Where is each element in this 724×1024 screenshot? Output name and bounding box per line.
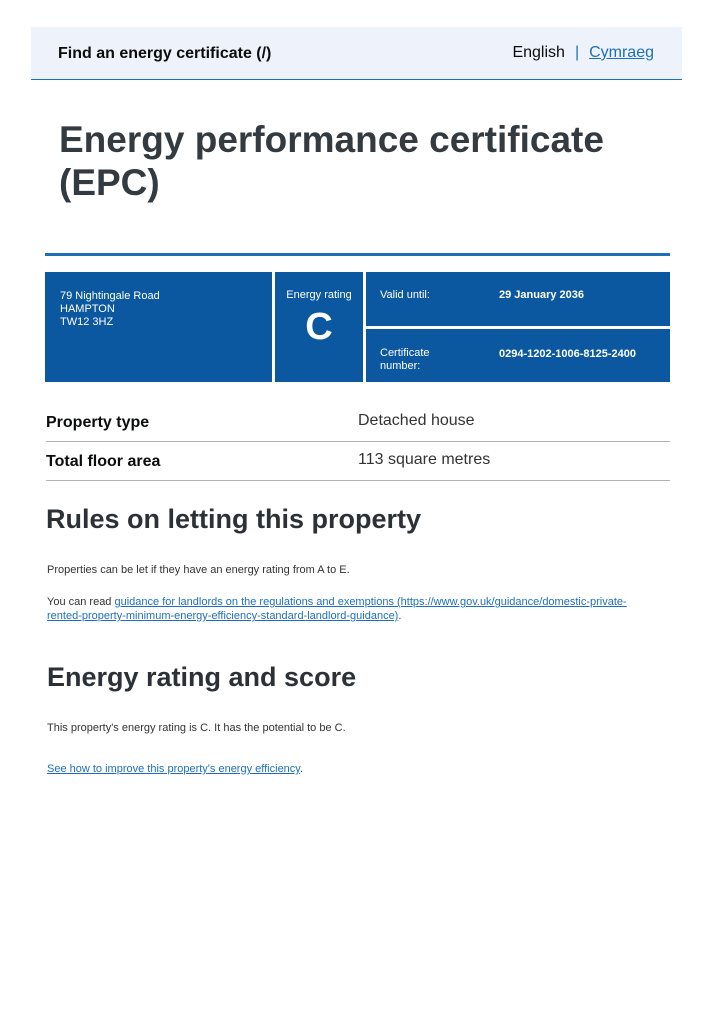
certificate-number-value: 0294-1202-1006-8125-2400	[499, 347, 637, 360]
floor-area-value: 113 square metres	[358, 451, 491, 468]
improve-suffix: .	[299, 763, 304, 775]
energy-rating-band: C	[305, 306, 333, 348]
language-english: English	[512, 44, 565, 61]
service-name-link[interactable]: Find an energy certificate (/)	[58, 45, 272, 62]
valid-until-row	[366, 272, 670, 326]
improve-paragraph	[47, 762, 303, 776]
valid-until-value: 29 January 2036	[499, 289, 585, 301]
title-divider	[45, 253, 670, 256]
energy-rating-box	[275, 272, 363, 382]
valid-until-label: Valid until:	[380, 289, 430, 301]
property-address	[45, 272, 272, 382]
certificate-number-label: Certificate number:	[380, 346, 430, 372]
epc-summary-panel	[45, 272, 670, 382]
rules-paragraph: Properties can be let if they have an energy rating from A to E.	[47, 564, 350, 576]
address-line-2: HAMPTON	[60, 303, 115, 315]
address-line-1: 79 Nightingale Road	[60, 290, 160, 302]
page-title: Energy performance certificate (EPC)	[59, 119, 604, 203]
guidance-suffix: .	[398, 610, 402, 622]
energy-rating-label: Energy rating	[286, 289, 352, 301]
property-type-value: Detached house	[358, 412, 475, 429]
language-separator: |	[574, 44, 580, 61]
certificate-number-row	[366, 329, 670, 383]
language-welsh-link[interactable]: Cymraeg	[589, 44, 654, 61]
rating-paragraph: This property's energy rating is C. It has the potential to be C.	[47, 722, 346, 734]
guidance-prefix: You can read	[47, 596, 115, 608]
table-row	[46, 442, 670, 481]
floor-area-label: Total floor area	[46, 453, 161, 470]
address-line-3: TW12 3HZ	[60, 316, 114, 328]
certificate-details	[366, 272, 670, 382]
rules-heading: Rules on letting this property	[46, 504, 422, 534]
property-type-label: Property type	[46, 414, 150, 431]
language-switcher	[512, 44, 654, 62]
property-details-table	[46, 403, 670, 481]
table-row	[46, 403, 670, 442]
guidance-paragraph	[47, 595, 657, 623]
landlord-guidance-link[interactable]: guidance for landlords on the regulations and exemptions (https://www.gov.uk/guidance/domestic-private-rented-property-minimum-energy-efficiency-standard-landlord-guidance)	[47, 596, 627, 622]
rating-heading: Energy rating and score	[47, 662, 357, 692]
improve-efficiency-link[interactable]: See how to improve this property's energy efficiency	[47, 763, 300, 775]
site-header	[31, 27, 682, 80]
